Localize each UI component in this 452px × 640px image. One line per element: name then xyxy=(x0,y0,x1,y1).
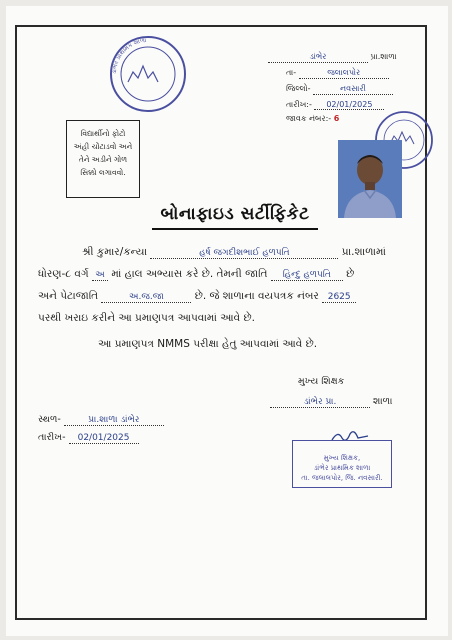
subcaste-fill: અ.જ.જા xyxy=(101,292,191,303)
header-date-fill: 02/01/2025 xyxy=(314,100,384,110)
caste-fill: હિન્દુ હળપતિ xyxy=(271,270,343,281)
outward-label: જાવક નંબર:- xyxy=(286,114,332,123)
footer-date-label: તારીખ- xyxy=(38,432,66,443)
seal-text: ડાંભેર પ્રાથમિક શાળા xyxy=(110,36,147,75)
photo-note-line: સિક્કો લગાવવો. xyxy=(80,168,126,177)
header-outward-line xyxy=(286,114,339,124)
photo-note-line: વિદ્યાર્થીનો ફોટો xyxy=(80,129,126,138)
student-photo xyxy=(338,140,402,218)
photo-note-line: અંહી ચોંટાડવો અને xyxy=(73,142,133,151)
taluka-label: તા- xyxy=(286,68,297,77)
body-line-4: પરથી ખરાઇ કરીને આ પ્રમાણપત્ર આપવામાં આવે છે. xyxy=(38,312,255,324)
body-line-1 xyxy=(82,246,386,259)
school-sign-suffix: શાળા xyxy=(373,396,393,407)
head-teacher-stamp xyxy=(292,440,392,488)
photo-note-line: તેને અડીને ગોળ xyxy=(78,155,128,164)
outward-fill: 6 xyxy=(333,114,340,123)
standard-label: ધોરણ-૮ વર્ગ xyxy=(38,268,89,280)
header-date-line xyxy=(286,100,384,110)
register-text: છે. જે શાળાના વયપત્રક નંબર xyxy=(194,290,319,302)
district-fill: નવસારી xyxy=(313,84,393,95)
school-fill: ડાંભેર xyxy=(268,52,368,63)
certificate-title: બોનાફાઇડ સર્ટીફિકેટ xyxy=(160,204,310,224)
place-label: સ્થળ- xyxy=(38,414,61,425)
stamp-line: મુખ્ય શિક્ષક, xyxy=(323,454,361,462)
footer-date-line xyxy=(38,432,139,444)
photo-instruction-box xyxy=(66,120,140,198)
taluka-fill: જલાલપોર xyxy=(299,68,389,79)
stamp-line: ડાંભેર પ્રાથમિક શાળા xyxy=(313,464,371,472)
footer-date-fill: 02/01/2025 xyxy=(69,433,139,444)
body-line-5: આ પ્રમાણપત્ર NMMS પરીક્ષા હેતુ આપવામાં આવે છે. xyxy=(98,338,318,350)
head-teacher-label: મુખ્ય શિક્ષક xyxy=(298,376,345,387)
body-line-2 xyxy=(38,268,354,281)
school-suffix: પ્રા.શાળા xyxy=(370,52,397,61)
register-fill: 2625 xyxy=(322,292,356,303)
student-name-fill: હર્ષ જગદીશભાઈ હળપતિ xyxy=(150,248,338,259)
place-fill: પ્રા.શાળા ડાંભેર xyxy=(64,415,164,426)
student-label: શ્રી કુમાર/કન્યા xyxy=(82,246,148,258)
district-label: જિલ્લો- xyxy=(286,84,311,93)
title-underline xyxy=(152,228,318,230)
body-line-3 xyxy=(38,290,356,303)
header-taluka-line xyxy=(286,68,389,79)
school-sign-line xyxy=(270,396,392,408)
study-text: માં હાલ અભ્યાસ કરે છે. તેમની જાતિ xyxy=(111,268,268,280)
header-school-line xyxy=(268,52,397,63)
caste-suffix: છે xyxy=(346,268,355,280)
class-fill: અ xyxy=(92,270,108,281)
subcaste-label: અને પેટાજાતિ xyxy=(38,290,99,302)
header-district-line xyxy=(286,84,393,95)
place-line xyxy=(38,414,164,426)
school-suffix-body: પ્રા.શાળામાં xyxy=(341,246,386,258)
school-seal-top xyxy=(108,34,188,114)
header-date-label: તારીખ:- xyxy=(286,100,312,109)
school-sign-fill: ડાંભેર પ્રા. xyxy=(270,397,370,408)
stamp-line: તા. જલાલપોર, જિ. નવસારી. xyxy=(301,474,383,482)
